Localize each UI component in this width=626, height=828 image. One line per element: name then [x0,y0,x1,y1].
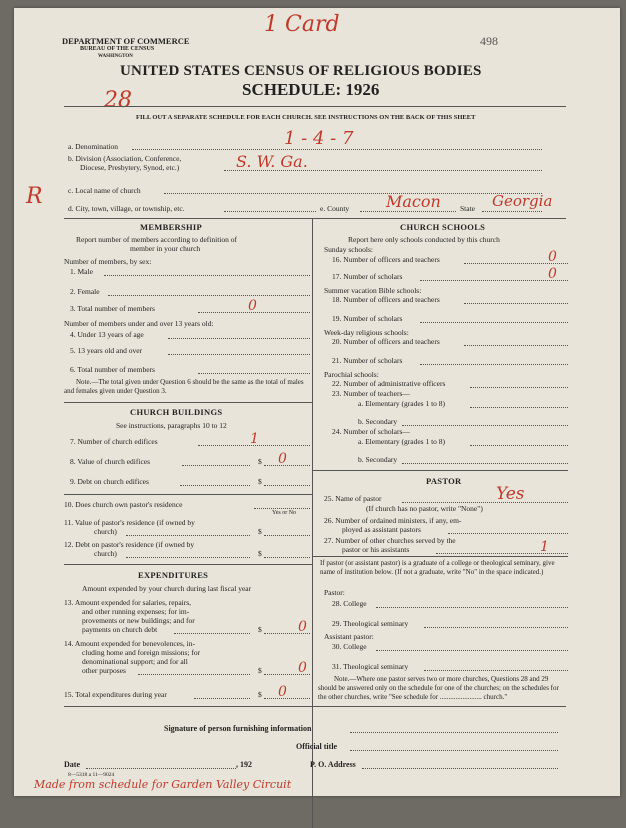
schools-intro: Report here only schools conducted by this church [348,235,500,244]
q13-label-c: provements or new buildings; and for [82,616,195,625]
q31-row: 31. Theological seminary [318,662,568,672]
state-value: Georgia [492,192,553,210]
local-name-line [164,193,542,194]
q21-row: 21. Number of scholars [318,356,568,366]
form-subtitle: SCHEDULE: 1926 [242,80,380,99]
form-title: UNITED STATES CENSUS OF RELIGIOUS BODIES [120,63,482,79]
official-title-label: Official title [296,742,338,751]
membership-note: Note.—The total given under Question 6 should be the same as the total of males and females given under Question 3. [64,378,304,395]
q30-row: 30. College [318,642,568,652]
membership-heading: MEMBERSHIP [140,222,203,232]
card-annotation: 1 Card [264,12,340,37]
q8-value-row: 8. Value of church edifices $ 0 [64,457,310,467]
local-name-label: c. Local name of church [68,186,141,195]
department-label: DEPARTMENT OF COMMERCE [62,36,190,46]
q10-residence-row: 10. Does church own pastor's residence [64,500,310,510]
q14-row: other purposes $ 0 [64,666,310,676]
q14-label: 14. Amount expended for benevolences, in- [64,639,196,648]
county-line [360,211,456,212]
city-town-line [224,211,316,212]
weekday-schools-label: Week-day religious schools: [324,328,409,337]
q23b-row: b. Secondary [318,417,568,427]
sunday-schools-label: Sunday schools: [324,245,373,254]
bureau-label: BUREAU OF THE CENSUS [80,46,155,52]
q14-label-b: cluding home and foreign missions; for [82,648,201,657]
footer-annotation: Made from schedule for Garden Valley Circuit [34,778,292,791]
q11-row: church) $ [64,527,310,537]
r-mark: R [26,184,43,209]
official-title-line [350,750,558,751]
expenditures-intro: Amount expended by your church during last fiscal year [82,584,252,593]
q23-label: 23. Number of teachers— [332,389,410,398]
membership-intro-2: member in your church [130,244,201,253]
pastor-label: Pastor: [324,588,345,597]
denomination-line [132,149,542,150]
address-label: P. O. Address [310,760,356,769]
division-value: S. W. Ga. [236,152,308,171]
expenditures-heading: EXPENDITURES [138,570,209,580]
county-label: e. County [320,204,350,213]
q5-over13-row: 5. 13 years old and over [64,346,310,356]
address-line [362,768,558,769]
date-label: Date [64,760,80,769]
q2-female-row: 2. Female [64,287,310,297]
census-schedule-form [14,8,620,796]
denomination-label: a. Denomination [68,142,118,151]
q11-label: 11. Value of pastor's residence (if owned by [64,518,195,527]
q9-debt-row: 9. Debt on church edifices $ [64,477,310,487]
q22-row: 22. Number of administrative officers [318,379,568,389]
q27-label: 27. Number of other churches served by the [324,536,456,545]
signature-line [350,732,558,733]
q12-label: 12. Debt on pastor's residence (if owned by [64,540,195,549]
q18-row: 18. Number of officers and teachers [318,295,568,305]
q26-label: 26. Number of ordained ministers, if any, em- [324,516,462,525]
q7-edifices-row: 7. Number of church edifices 1 [64,437,310,447]
city-town-label: d. City, town, village, or township, etc. [68,204,185,213]
graduate-instruction: If pastor (or assistant pastor) is a graduate of a college or theological seminary, give name of institution below. (If not a graduate, write "No" in the space indicated.) [320,559,555,576]
buildings-heading: CHURCH BUILDINGS [130,407,223,417]
division-label-2: Diocese, Presbytery, Synod, etc.) [80,163,180,172]
q1-male-row: 1. Male [64,267,310,277]
q12-row: church) $ [64,549,310,559]
buildings-intro: See instructions, paragraphs 10 to 12 [116,421,227,430]
q19-row: 19. Number of scholars [318,314,568,324]
q6-total-row: 6. Total number of members [64,365,310,375]
summer-schools-label: Summer vacation Bible schools: [324,286,422,295]
city-label: WASHINGTON [98,54,133,59]
assistant-pastor-label: Assistant pastor: [324,632,374,641]
q4-under13-row: 4. Under 13 years of age [64,330,310,340]
q24-label: 24. Number of scholars— [332,427,410,436]
q13-row: payments on church debt $ 0 [64,625,310,635]
denomination-value: 1 - 4 - 7 [284,128,354,149]
q24b-row: b. Secondary [318,455,568,465]
q27-row: pastor or his assistants 1 [318,545,568,555]
pastor-note: Note.—Where one pastor serves two or more churches, Questions 28 and 29 should be answered only on the schedule for one of the churches; on the schedules for the other churches, write "See schedule for ........................ church." [318,675,559,701]
form-instruction: FILL OUT A SEPARATE SCHEDULE FOR EACH CHURCH. SEE INSTRUCTIONS ON THE BACK OF THIS SHEET [136,114,476,121]
pastor-heading: PASTOR [426,476,462,486]
q28-row: 28. College [318,599,568,609]
form-number: 498 [480,34,498,48]
q13-label-b: and other running expenses; for im- [82,607,190,616]
q13-label: 13. Amount expended for salaries, repairs, [64,598,192,607]
signature-label: Signature of person furnishing information [164,724,312,733]
date-line [86,768,236,769]
q25-hint: (If church has no pastor, write "None") [366,504,483,513]
state-label: State [460,204,475,213]
form-code: 8—5318 a 11—9024 [68,772,115,778]
yes-no-hint: Yes or No [272,510,297,516]
members-by-sex-label: Number of members, by sex: [64,257,152,266]
division-label: b. Division (Association, Conference, [68,154,182,163]
schools-heading: CHURCH SCHOOLS [400,222,486,232]
q17-row: 17. Number of scholars 0 [318,272,568,282]
membership-intro: Report number of members according to definition of [76,235,237,244]
q20-row: 20. Number of officers and teachers [318,337,568,347]
q25-row: 25. Name of pastor Yes [318,494,568,504]
year-label: , 192 [236,760,252,769]
q24a-row: a. Elementary (grades 1 to 8) [318,437,568,447]
parochial-schools-label: Parochial schools: [324,370,379,379]
q14-label-c: denominational support; and for all [82,657,188,666]
q3-total-row: 3. Total number of members 0 [64,304,310,314]
q26-row: ployed as assistant pastors [318,525,568,535]
members-by-age-label: Number of members under and over 13 years old: [64,319,214,328]
q15-row: 15. Total expenditures during year $ 0 [64,690,310,700]
q23a-row: a. Elementary (grades 1 to 8) [318,399,568,409]
number-annotation: 28 [104,88,132,113]
q16-row: 16. Number of officers and teachers 0 [318,255,568,265]
county-value: Macon [386,192,441,211]
state-line [482,211,542,212]
q29-row: 29. Theological seminary [318,619,568,629]
